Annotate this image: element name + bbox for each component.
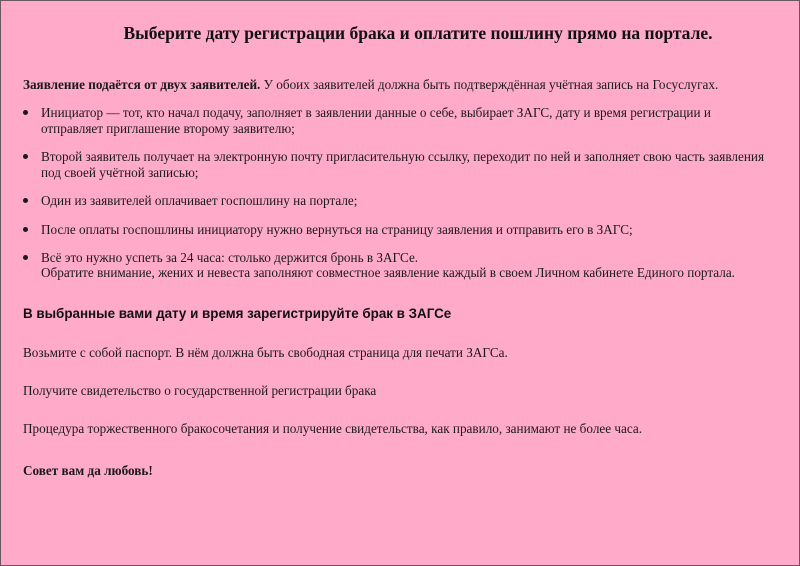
note-paragraph: Обратите внимание, жених и невеста заполняют совместное заявление каждый в своем Личном кабинете Единого портала. bbox=[41, 265, 735, 280]
duration-paragraph: Процедура торжественного бракосочетания и получение свидетельства, как правило, занимают не более часа. bbox=[23, 421, 643, 436]
step-text: После оплаты госпошлины инициатору нужно вернуться на страницу заявления и отправить его в ЗАГС; bbox=[41, 221, 633, 237]
bullet-icon bbox=[23, 110, 28, 115]
page-title: Выберите дату регистрации брака и оплатите пошлину прямо на портале. bbox=[123, 23, 713, 43]
step-text: Второй заявитель получает на электронную почту пригласительную ссылку, переходит по ней и заполняет свою часть заявления под своей учётной записью; bbox=[41, 149, 765, 180]
list-item bbox=[23, 193, 771, 209]
step-text: Инициатор — тот, кто начал подачу, заполняет в заявлении данные о себе, выбирает ЗАГС, дату и время регистрации и отправляет приглашение второму заявителю; bbox=[41, 105, 711, 136]
list-item bbox=[23, 105, 771, 136]
bullet-icon bbox=[23, 255, 28, 260]
list-item bbox=[23, 250, 771, 266]
list-item bbox=[23, 149, 771, 180]
bullet-icon bbox=[23, 154, 28, 159]
list-item bbox=[23, 222, 771, 238]
passport-paragraph: Возьмите с собой паспорт. В нём должна быть свободная страница для печати ЗАГСа. bbox=[23, 345, 508, 360]
closing-text: Совет вам да любовь! bbox=[23, 463, 153, 478]
step-text: Один из заявителей оплачивает госпошлину на портале; bbox=[41, 193, 358, 208]
intro-rest: У обоих заявителей должна быть подтверждённая учётная запись на Госуслугах. bbox=[260, 77, 719, 92]
document-page bbox=[1, 1, 799, 565]
intro-paragraph bbox=[23, 77, 783, 93]
steps-list bbox=[23, 105, 771, 279]
bullet-icon bbox=[23, 227, 28, 232]
bullet-icon bbox=[23, 198, 28, 203]
certificate-paragraph: Получите свидетельство о государственной регистрации брака bbox=[23, 383, 377, 398]
step-text: Всё это нужно успеть за 24 часа: столько держится бронь в ЗАГСе. bbox=[41, 250, 419, 265]
section-heading: В выбранные вами дату и время зарегистрируйте брак в ЗАГСе bbox=[23, 306, 452, 321]
intro-bold: Заявление подаётся от двух заявителей. bbox=[23, 77, 261, 92]
